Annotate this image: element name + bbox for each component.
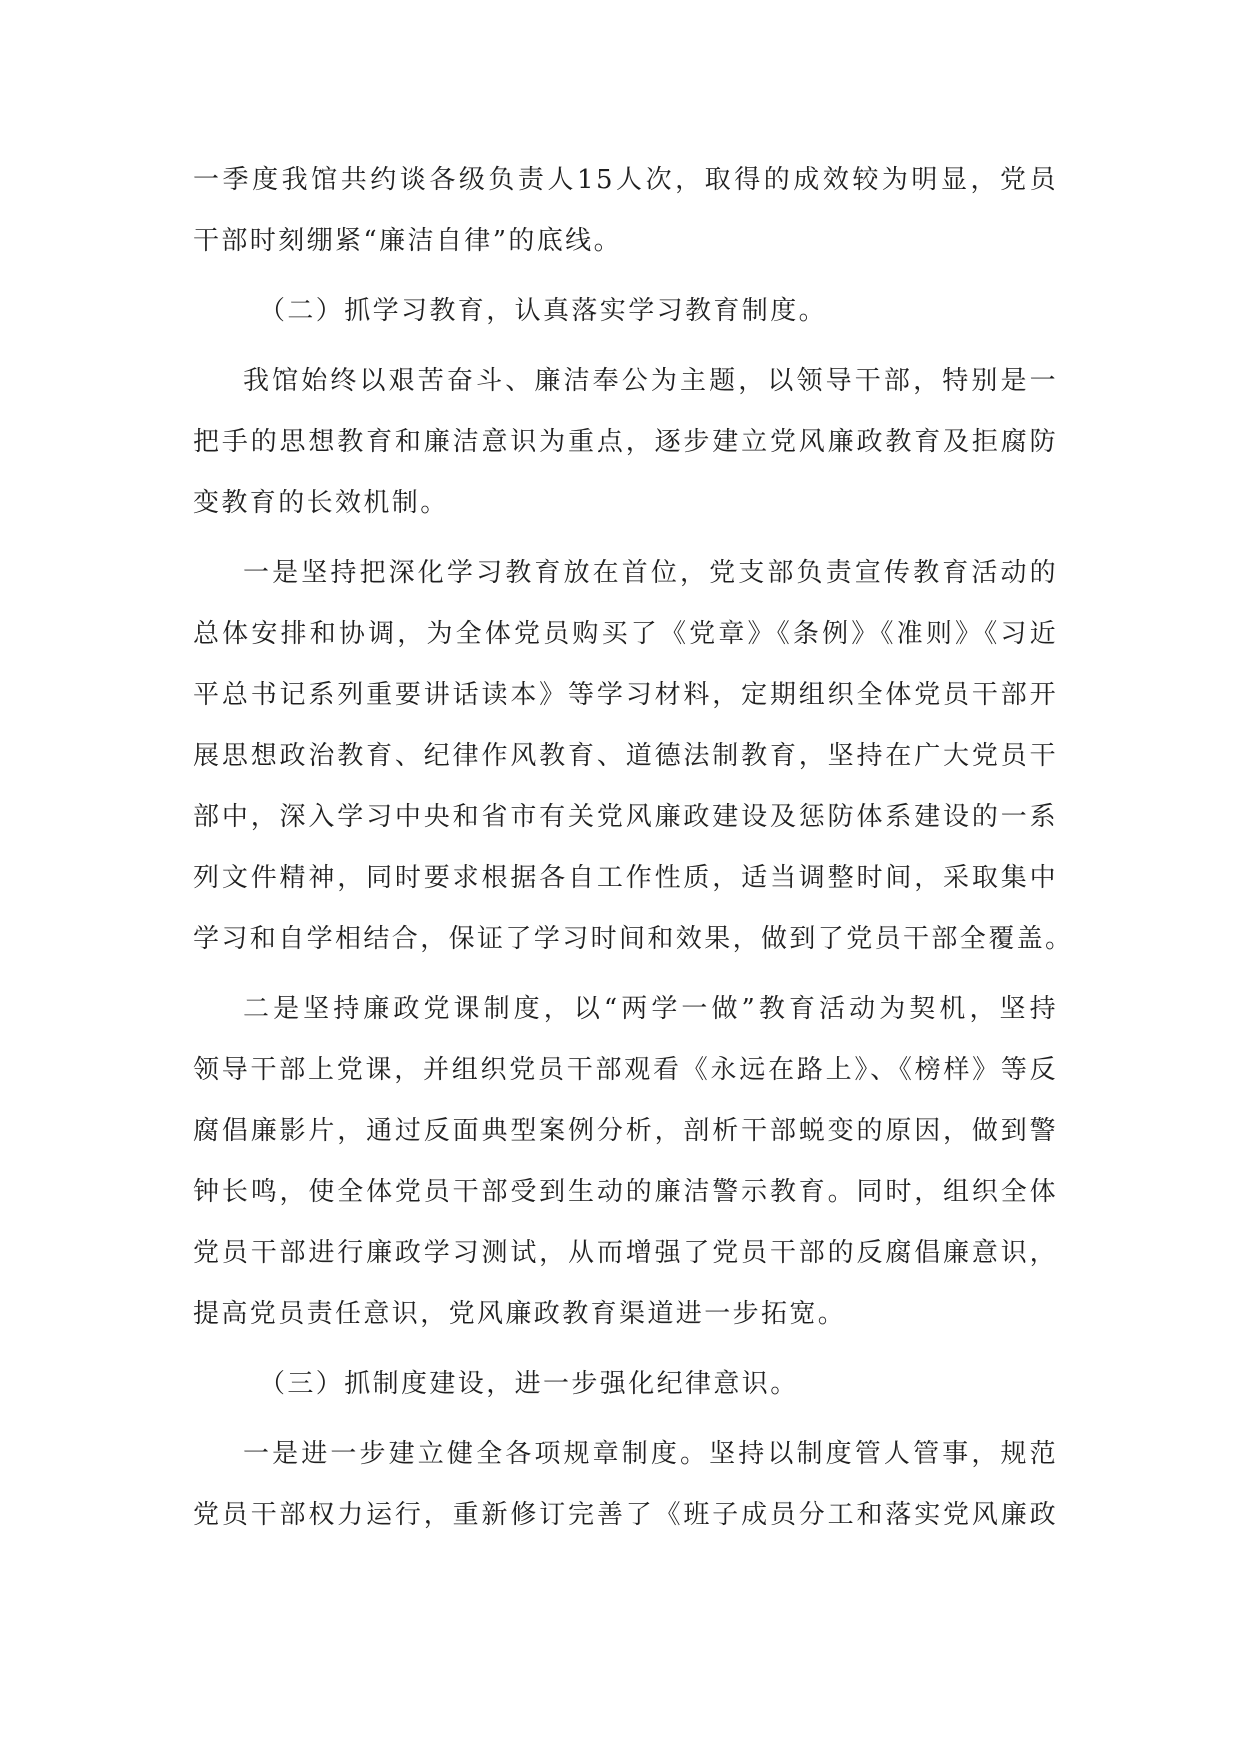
text-line-2: 干部时刻绷紧“廉洁自律”的底线。 — [193, 226, 622, 256]
text-line-21: 一是进一步建立健全各项规章制度。坚持以制度管人管事，规范 — [243, 1439, 1058, 1469]
text-line-8: 总体安排和协调，为全体党员购买了《党章》《条例》《准则》《习近 — [193, 619, 1058, 649]
text-line-5: 把手的思想教育和廉洁意识为重点，逐步建立党风廉政教育及拒腐防 — [193, 427, 1058, 457]
text-line-19: 提高党员责任意识，党风廉政教育渠道进一步拓宽。 — [193, 1299, 847, 1329]
section-heading-2: （二）抓学习教育，认真落实学习教育制度。 — [259, 296, 828, 326]
text-line-15: 领导干部上党课，并组织党员干部观看《永远在路上》、《榜样》等反 — [193, 1055, 1058, 1085]
text-line-16: 腐倡廉影片，通过反面典型案例分析，剖析干部蜕变的原因，做到警 — [193, 1116, 1058, 1146]
text-line-1: 一季度我馆共约谈各级负责人15人次，取得的成效较为明显，党员 — [193, 165, 1058, 195]
section-heading-3: （三）抓制度建设，进一步强化纪律意识。 — [259, 1369, 799, 1399]
text-line-13: 学习和自学相结合，保证了学习时间和效果，做到了党员干部全覆盖。 — [193, 924, 1074, 954]
text-line-7: 一是坚持把深化学习教育放在首位，党支部负责宣传教育活动的 — [243, 558, 1058, 588]
text-line-18: 党员干部进行廉政学习测试，从而增强了党员干部的反腐倡廉意识， — [193, 1238, 1058, 1268]
text-line-17: 钟长鸣，使全体党员干部受到生动的廉洁警示教育。同时，组织全体 — [193, 1177, 1058, 1207]
text-line-22: 党员干部权力运行，重新修订完善了《班子成员分工和落实党风廉政 — [193, 1500, 1058, 1530]
text-line-4: 我馆始终以艰苦奋斗、廉洁奉公为主题，以领导干部，特别是一 — [243, 366, 1058, 396]
text-line-14: 二是坚持廉政党课制度，以“两学一做”教育活动为契机，坚持 — [243, 994, 1058, 1024]
text-line-6: 变教育的长效机制。 — [193, 488, 449, 518]
text-line-11: 部中，深入学习中央和省市有关党风廉政建设及惩防体系建设的一系 — [193, 802, 1058, 832]
text-line-9: 平总书记系列重要讲话读本》等学习材料，定期组织全体党员干部开 — [193, 680, 1058, 710]
text-line-12: 列文件精神，同时要求根据各自工作性质，适当调整时间，采取集中 — [193, 863, 1058, 893]
text-line-10: 展思想政治教育、纪律作风教育、道德法制教育，坚持在广大党员干 — [193, 741, 1058, 771]
document-body — [193, 150, 1074, 1546]
